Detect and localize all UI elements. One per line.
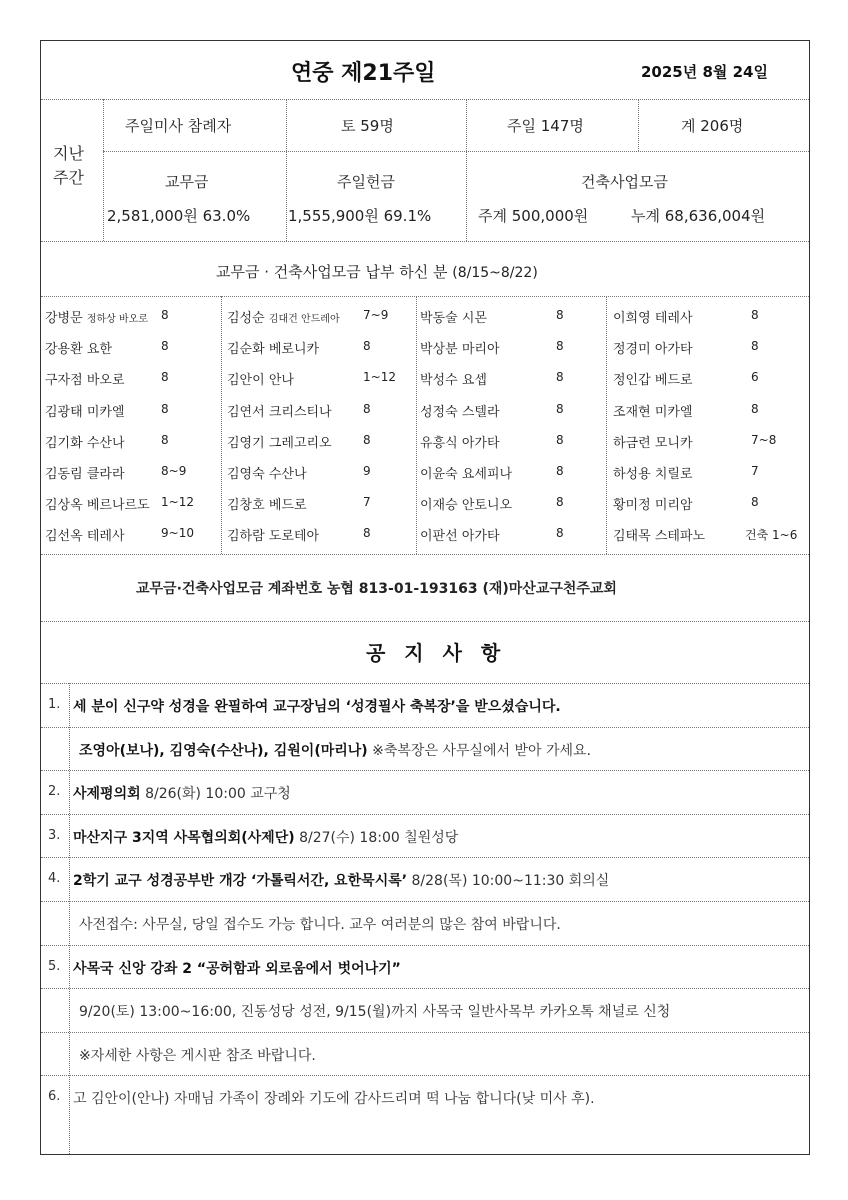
donor-months: 8 bbox=[161, 432, 169, 447]
notice-text bbox=[73, 827, 458, 847]
donor-saint: 요세피나 bbox=[461, 467, 513, 482]
dues-value: 2,581,000원 63.0% bbox=[107, 207, 251, 225]
notice-detail: 8/28(목) 10:00~11:30 회의실 bbox=[407, 873, 610, 890]
donor-person: 박동술 bbox=[420, 311, 458, 326]
building-label: 건축사업모금 bbox=[581, 173, 668, 191]
donor-months: 8 bbox=[161, 308, 169, 322]
donor-months: 8 bbox=[556, 464, 564, 478]
donor-months: 8 bbox=[363, 401, 371, 416]
last-week-label-1: 지난 bbox=[53, 144, 84, 163]
donor-name bbox=[420, 525, 500, 544]
donor-person: 이재승 bbox=[420, 498, 458, 514]
donor-months: 9~10 bbox=[161, 526, 194, 541]
notice-text bbox=[73, 1088, 595, 1108]
notice-highlight: 조영아(보나), 김영숙(수산나), 김원이(마리나) bbox=[79, 742, 368, 759]
donor-months: 8 bbox=[363, 526, 371, 541]
donor-person: 유흥식 bbox=[420, 435, 458, 451]
notice-number: 6. bbox=[48, 1089, 61, 1105]
donor-saint: 요한 bbox=[86, 342, 112, 358]
donor-name bbox=[613, 432, 693, 451]
donor-name bbox=[45, 401, 125, 420]
donor-person: 이판선 bbox=[420, 529, 458, 545]
donor-months: 8 bbox=[556, 526, 564, 541]
donor-saint: 그레고리오 bbox=[268, 435, 332, 451]
donor-months: 7 bbox=[751, 464, 759, 478]
offering-value: 1,555,900원 69.1% bbox=[288, 207, 432, 225]
account-number: 교무금·건축사업모금 계좌번호 농협 813-01-193163 (재)마산교구천주교회 bbox=[136, 581, 617, 597]
donor-saint: 베드로 bbox=[268, 498, 307, 514]
donor-person: 김기화 bbox=[45, 435, 83, 451]
notice-text bbox=[73, 958, 401, 978]
donor-saint: 아가타 bbox=[654, 342, 693, 358]
notice-text bbox=[79, 1045, 316, 1065]
donor-name bbox=[613, 525, 705, 544]
notice-highlight: 사목국 신앙 강좌 2 “공허함과 외로움에서 벗어나기” bbox=[73, 960, 401, 977]
donor-saint: 미리암 bbox=[654, 498, 693, 514]
donor-person: 정경미 bbox=[613, 342, 651, 358]
notice-text bbox=[79, 914, 561, 934]
donor-person: 김순화 bbox=[227, 342, 265, 358]
donor-person: 김하람 bbox=[227, 529, 265, 545]
building-week: 주계 500,000원 bbox=[478, 207, 589, 225]
page-title: 연중 제21주일 bbox=[291, 61, 436, 86]
donor-months: 8 bbox=[363, 432, 371, 447]
donor-months: 8 bbox=[751, 339, 759, 354]
donor-name bbox=[45, 307, 148, 326]
notice-detail: 8/26(화) 10:00 교구청 bbox=[140, 786, 291, 803]
donor-person: 김성순 bbox=[227, 311, 265, 326]
notice-highlight: 세 분이 신구약 성경을 완필하여 교구장님의 ‘성경필사 축복장’을 받으셨습니다. bbox=[73, 699, 561, 715]
notice-detail: 9/20(토) 13:00~16:00, 진동성당 성전, 9/15(월)까지 사목국 일반사목부 카카오톡 채널로 신청 bbox=[79, 1004, 671, 1021]
notice-detail: 고 김안이(안나) 자매님 가족이 장례와 기도에 감사드리며 떡 나눔 합니다(낮 미사 후). bbox=[73, 1091, 595, 1108]
donor-saint: 치릴로 bbox=[654, 467, 693, 482]
donor-saint: 테레사 bbox=[654, 311, 693, 326]
donor-person: 김창호 bbox=[227, 498, 265, 514]
donor-months: 1~12 bbox=[161, 495, 194, 510]
donor-name bbox=[227, 338, 319, 357]
attendance-total: 계 206명 bbox=[681, 117, 744, 135]
donor-saint: 클라라 bbox=[86, 467, 125, 482]
notice-number: 4. bbox=[48, 871, 61, 887]
donor-saint: 정하상 바오로 bbox=[86, 314, 148, 325]
donor-name bbox=[227, 369, 294, 388]
notice-text bbox=[79, 1001, 670, 1021]
donor-person: 김동림 bbox=[45, 467, 83, 482]
donor-name bbox=[45, 525, 125, 544]
donor-saint: 마리아 bbox=[461, 342, 500, 358]
notice-highlight: 2학기 교구 성경공부반 개강 ‘가톨릭서간, 요한묵시록’ bbox=[73, 873, 408, 890]
donor-months: 8 bbox=[556, 339, 564, 354]
donor-person: 조재현 bbox=[613, 404, 651, 420]
attendance-label: 주일미사 참례자 bbox=[125, 117, 232, 135]
notice-detail: 8/27(수) 18:00 칠원성당 bbox=[294, 829, 459, 846]
donor-person: 하금련 bbox=[613, 435, 651, 451]
notice-number: 1. bbox=[48, 697, 61, 712]
donor-person: 하성용 bbox=[613, 467, 651, 482]
donors-heading-text: 교무금 · 건축사업모금 납부 하신 분 bbox=[216, 263, 448, 281]
donor-person: 김안이 bbox=[227, 373, 265, 389]
donor-saint: 아가타 bbox=[461, 529, 500, 545]
donor-name bbox=[613, 401, 693, 420]
donor-saint: 아가타 bbox=[461, 435, 500, 451]
donor-person: 강용환 bbox=[45, 342, 83, 358]
building-cumulative: 누계 68,636,004원 bbox=[631, 207, 766, 225]
donor-saint: 모니카 bbox=[654, 435, 693, 451]
donor-months: 8 bbox=[161, 339, 169, 354]
donor-saint: 도로테아 bbox=[268, 529, 320, 545]
donor-saint: 김대건 안드레아 bbox=[268, 314, 340, 325]
notice-number: 2. bbox=[48, 784, 61, 800]
donor-saint: 바오로 bbox=[86, 373, 125, 389]
donors-heading bbox=[216, 261, 538, 282]
donor-months: 8 bbox=[363, 339, 371, 354]
offering-label: 주일헌금 bbox=[337, 173, 395, 191]
dues-label: 교무금 bbox=[165, 173, 209, 191]
donor-name bbox=[227, 525, 319, 544]
donor-saint: 베드로 bbox=[654, 373, 693, 389]
notice-detail: 사전접수: 사무실, 당일 접수도 가능 합니다. 교우 여러분의 많은 참여 바랍니다. bbox=[79, 917, 561, 933]
donor-name bbox=[420, 401, 500, 420]
donor-saint: 테레사 bbox=[86, 529, 125, 545]
donor-months: 8 bbox=[556, 432, 564, 447]
notice-number: 3. bbox=[48, 827, 61, 843]
donor-person: 박성수 bbox=[420, 373, 458, 389]
notice-highlight: 마산지구 3지역 사목협의회(사제단) bbox=[73, 829, 295, 846]
donor-months: 7~8 bbox=[751, 432, 777, 447]
donor-saint: 수산나 bbox=[86, 435, 125, 451]
donor-months: 8 bbox=[556, 308, 564, 322]
donor-person: 강병문 bbox=[45, 311, 83, 326]
donor-name bbox=[613, 463, 693, 482]
donor-name bbox=[45, 432, 125, 451]
donor-saint: 미카엘 bbox=[86, 404, 125, 420]
donor-saint: 수산나 bbox=[268, 467, 307, 482]
donor-months: 8 bbox=[556, 401, 564, 416]
donor-name bbox=[420, 494, 512, 513]
donor-months: 1~12 bbox=[363, 370, 396, 385]
donors-period: (8/15~8/22) bbox=[452, 265, 538, 281]
donor-saint: 안토니오 bbox=[461, 498, 513, 514]
donor-person: 정인갑 bbox=[613, 373, 651, 389]
donor-name bbox=[227, 307, 340, 326]
donor-saint: 안나 bbox=[268, 373, 294, 389]
donor-name bbox=[45, 369, 125, 388]
donor-months: 6 bbox=[751, 370, 759, 385]
donor-name bbox=[420, 463, 512, 482]
donor-name bbox=[613, 369, 693, 388]
donor-name bbox=[45, 494, 150, 513]
donor-person: 구자점 bbox=[45, 373, 83, 389]
donor-months: 건축 1~6 bbox=[745, 528, 798, 543]
donor-months: 7~9 bbox=[363, 308, 389, 322]
notice-text bbox=[73, 783, 291, 803]
attendance-saturday: 토 59명 bbox=[341, 117, 394, 135]
donor-saint: 스테파노 bbox=[654, 529, 706, 545]
donor-person: 김연서 bbox=[227, 404, 265, 420]
donor-person: 황미정 bbox=[613, 498, 651, 514]
donor-saint: 시몬 bbox=[461, 311, 487, 326]
donor-person: 김영기 bbox=[227, 435, 265, 451]
donor-name bbox=[45, 463, 125, 482]
donor-person: 박상분 bbox=[420, 342, 458, 358]
bulletin-page bbox=[40, 40, 810, 1155]
donor-saint: 요셉 bbox=[461, 373, 487, 389]
donor-person: 김상옥 bbox=[45, 498, 83, 514]
donor-months: 8 bbox=[556, 370, 564, 385]
attendance-sunday: 주일 147명 bbox=[507, 117, 584, 135]
donor-months: 8 bbox=[751, 495, 759, 510]
notice-detail: ※축복장은 사무실에서 받아 가세요. bbox=[367, 742, 592, 759]
donor-person: 김영숙 bbox=[227, 467, 265, 482]
donor-months: 8~9 bbox=[161, 464, 187, 478]
notice-highlight: 사제평의회 bbox=[73, 786, 141, 803]
donor-name bbox=[45, 338, 112, 357]
notice-detail: ※자세한 사항은 게시판 참조 바랍니다. bbox=[79, 1047, 316, 1064]
donor-name bbox=[420, 432, 500, 451]
donor-person: 이희영 bbox=[613, 311, 651, 326]
donor-saint: 베르나르도 bbox=[86, 498, 150, 514]
donor-months: 9 bbox=[363, 464, 371, 478]
notice-number: 5. bbox=[48, 958, 61, 974]
donor-name bbox=[227, 432, 332, 451]
donor-name bbox=[420, 369, 487, 388]
notice-text bbox=[79, 740, 591, 760]
donor-name bbox=[227, 494, 307, 513]
donor-months: 8 bbox=[161, 370, 169, 385]
donor-person: 이윤숙 bbox=[420, 467, 458, 482]
donor-name bbox=[613, 307, 693, 326]
donor-months: 7 bbox=[363, 495, 371, 510]
donor-name bbox=[420, 338, 500, 357]
notices-title: 공 지 사 항 bbox=[366, 641, 507, 665]
notice-text bbox=[73, 870, 609, 890]
donor-name bbox=[227, 463, 307, 482]
donor-person: 김태목 bbox=[613, 529, 651, 545]
donor-saint: 미카엘 bbox=[654, 404, 693, 420]
bulletin-date: 2025년 8월 24일 bbox=[641, 63, 768, 81]
notice-text bbox=[73, 696, 561, 716]
donor-name bbox=[613, 494, 693, 513]
donor-name bbox=[613, 338, 693, 357]
donor-saint: 스텔라 bbox=[461, 404, 500, 420]
donor-person: 김선옥 bbox=[45, 529, 83, 545]
donor-saint: 베로니카 bbox=[268, 342, 320, 358]
donor-name bbox=[420, 307, 487, 326]
donor-months: 8 bbox=[556, 495, 564, 510]
donor-name bbox=[227, 401, 332, 420]
donor-months: 8 bbox=[751, 401, 759, 416]
donor-months: 8 bbox=[751, 308, 759, 322]
last-week-label-2: 주간 bbox=[53, 168, 84, 187]
donor-saint: 크리스티나 bbox=[268, 404, 332, 420]
donor-months: 8 bbox=[161, 401, 169, 416]
donor-person: 김광태 bbox=[45, 404, 83, 420]
donor-person: 성정숙 bbox=[420, 404, 458, 420]
